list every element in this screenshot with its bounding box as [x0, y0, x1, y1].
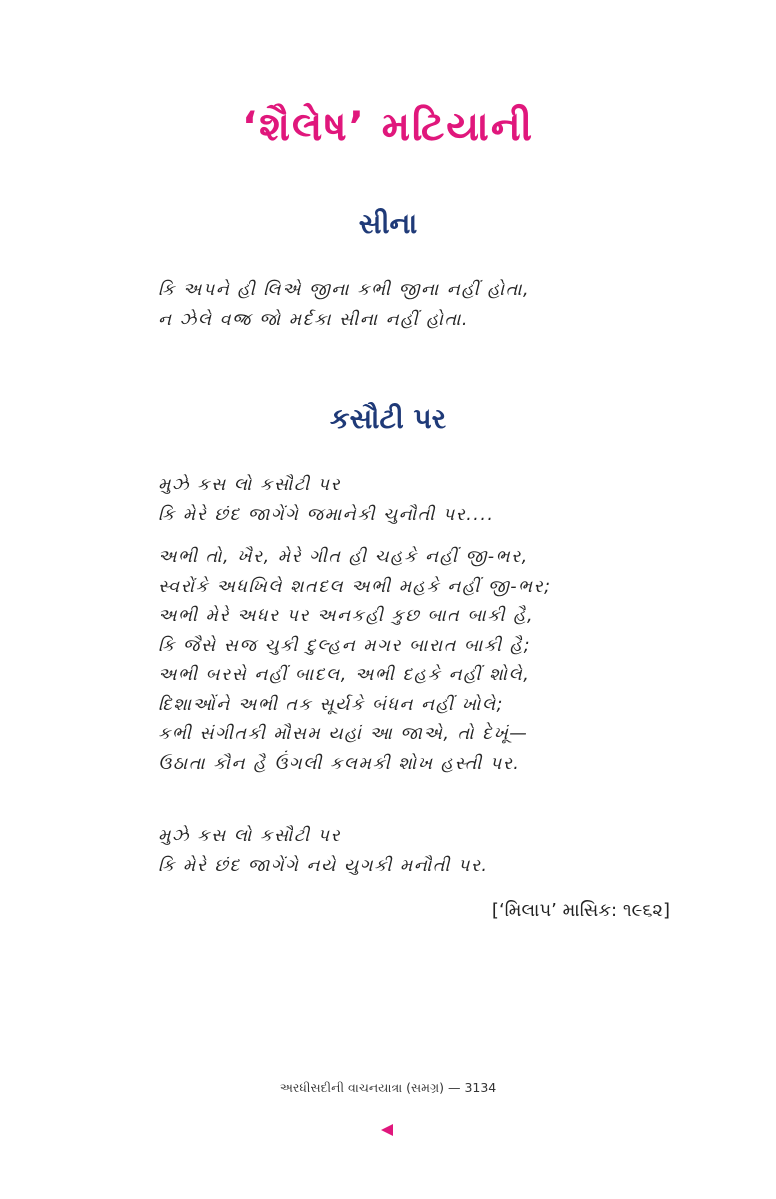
poem-line: ઉઠાતા કૌન હૈ ઉંગલી કલમકી શોખ હસ્તી પર.: [158, 753, 521, 774]
poem-stanza: [158, 471, 678, 530]
poem-line: અભી મેરે અધર પર અનકહી કુછ બાત બાકી હૈ,: [158, 606, 535, 626]
poem-line: અભી તો, ખૈર, મેરે ગીત હી ચહકે નહીં જી-ભર,: [158, 547, 529, 567]
poem-line: અભી બરસે નહીં બાદલ, અભી દહકે નહીં શોલે,: [158, 665, 531, 685]
poem-line: કિ અપને હી લિએ જીના કભી જીના નહીં હોતા,: [158, 280, 531, 300]
poem-line: દિશાઓંને અભી તક સૂર્યકે બંધન નહીં ખોલે;: [158, 694, 504, 715]
poem-line: મુઝે કસ લો કસૌટી પર: [158, 826, 342, 846]
author-name: ‘શૈલેષ’ મટિયાની: [241, 104, 535, 150]
poem-title-kasauti-par: કસૌટી પર: [329, 402, 447, 435]
poem-stanza: [158, 822, 678, 881]
source-citation: [‘મિલાપ’ માસિક: ૧૯૬૨]: [491, 900, 670, 921]
poem-line: ન ઝેલે વજ્ર જો મર્દકા સીના નહીં હોતા.: [158, 309, 469, 330]
poem-stanza: [158, 276, 678, 335]
poem-line: મુઝે કસ લો કસૌટી પર: [158, 475, 342, 495]
poem-line: કિ મેરે છંદ જાગેંગે નયે યુગકી મનૌતી પર.: [158, 855, 489, 876]
poem-line: સ્વરોંકે અધખિલે શતદલ અભી મહકે નહીં જી-ભર;: [158, 576, 552, 597]
left-triangle-icon[interactable]: [381, 1124, 393, 1136]
poem-line: કિ મેરે છંદ જાગેંગે જમાનેકી ચુનૌતી પર....: [158, 504, 495, 525]
page-footer: અરધીસદીની વાચનયાત્રા (સમગ્ર) — 3134: [279, 1080, 497, 1095]
poem-title-seena: સીના: [358, 207, 418, 240]
poem-line: કિ જૈસે સજ ચુકી દુલ્હન મગર બારાત બાકી હૈ;: [158, 635, 531, 656]
poem-stanza: [158, 543, 678, 779]
poem-line: કભી સંગીતકી મૌસમ યહાં આ જાએ, તો દેખૂં—: [158, 724, 529, 744]
